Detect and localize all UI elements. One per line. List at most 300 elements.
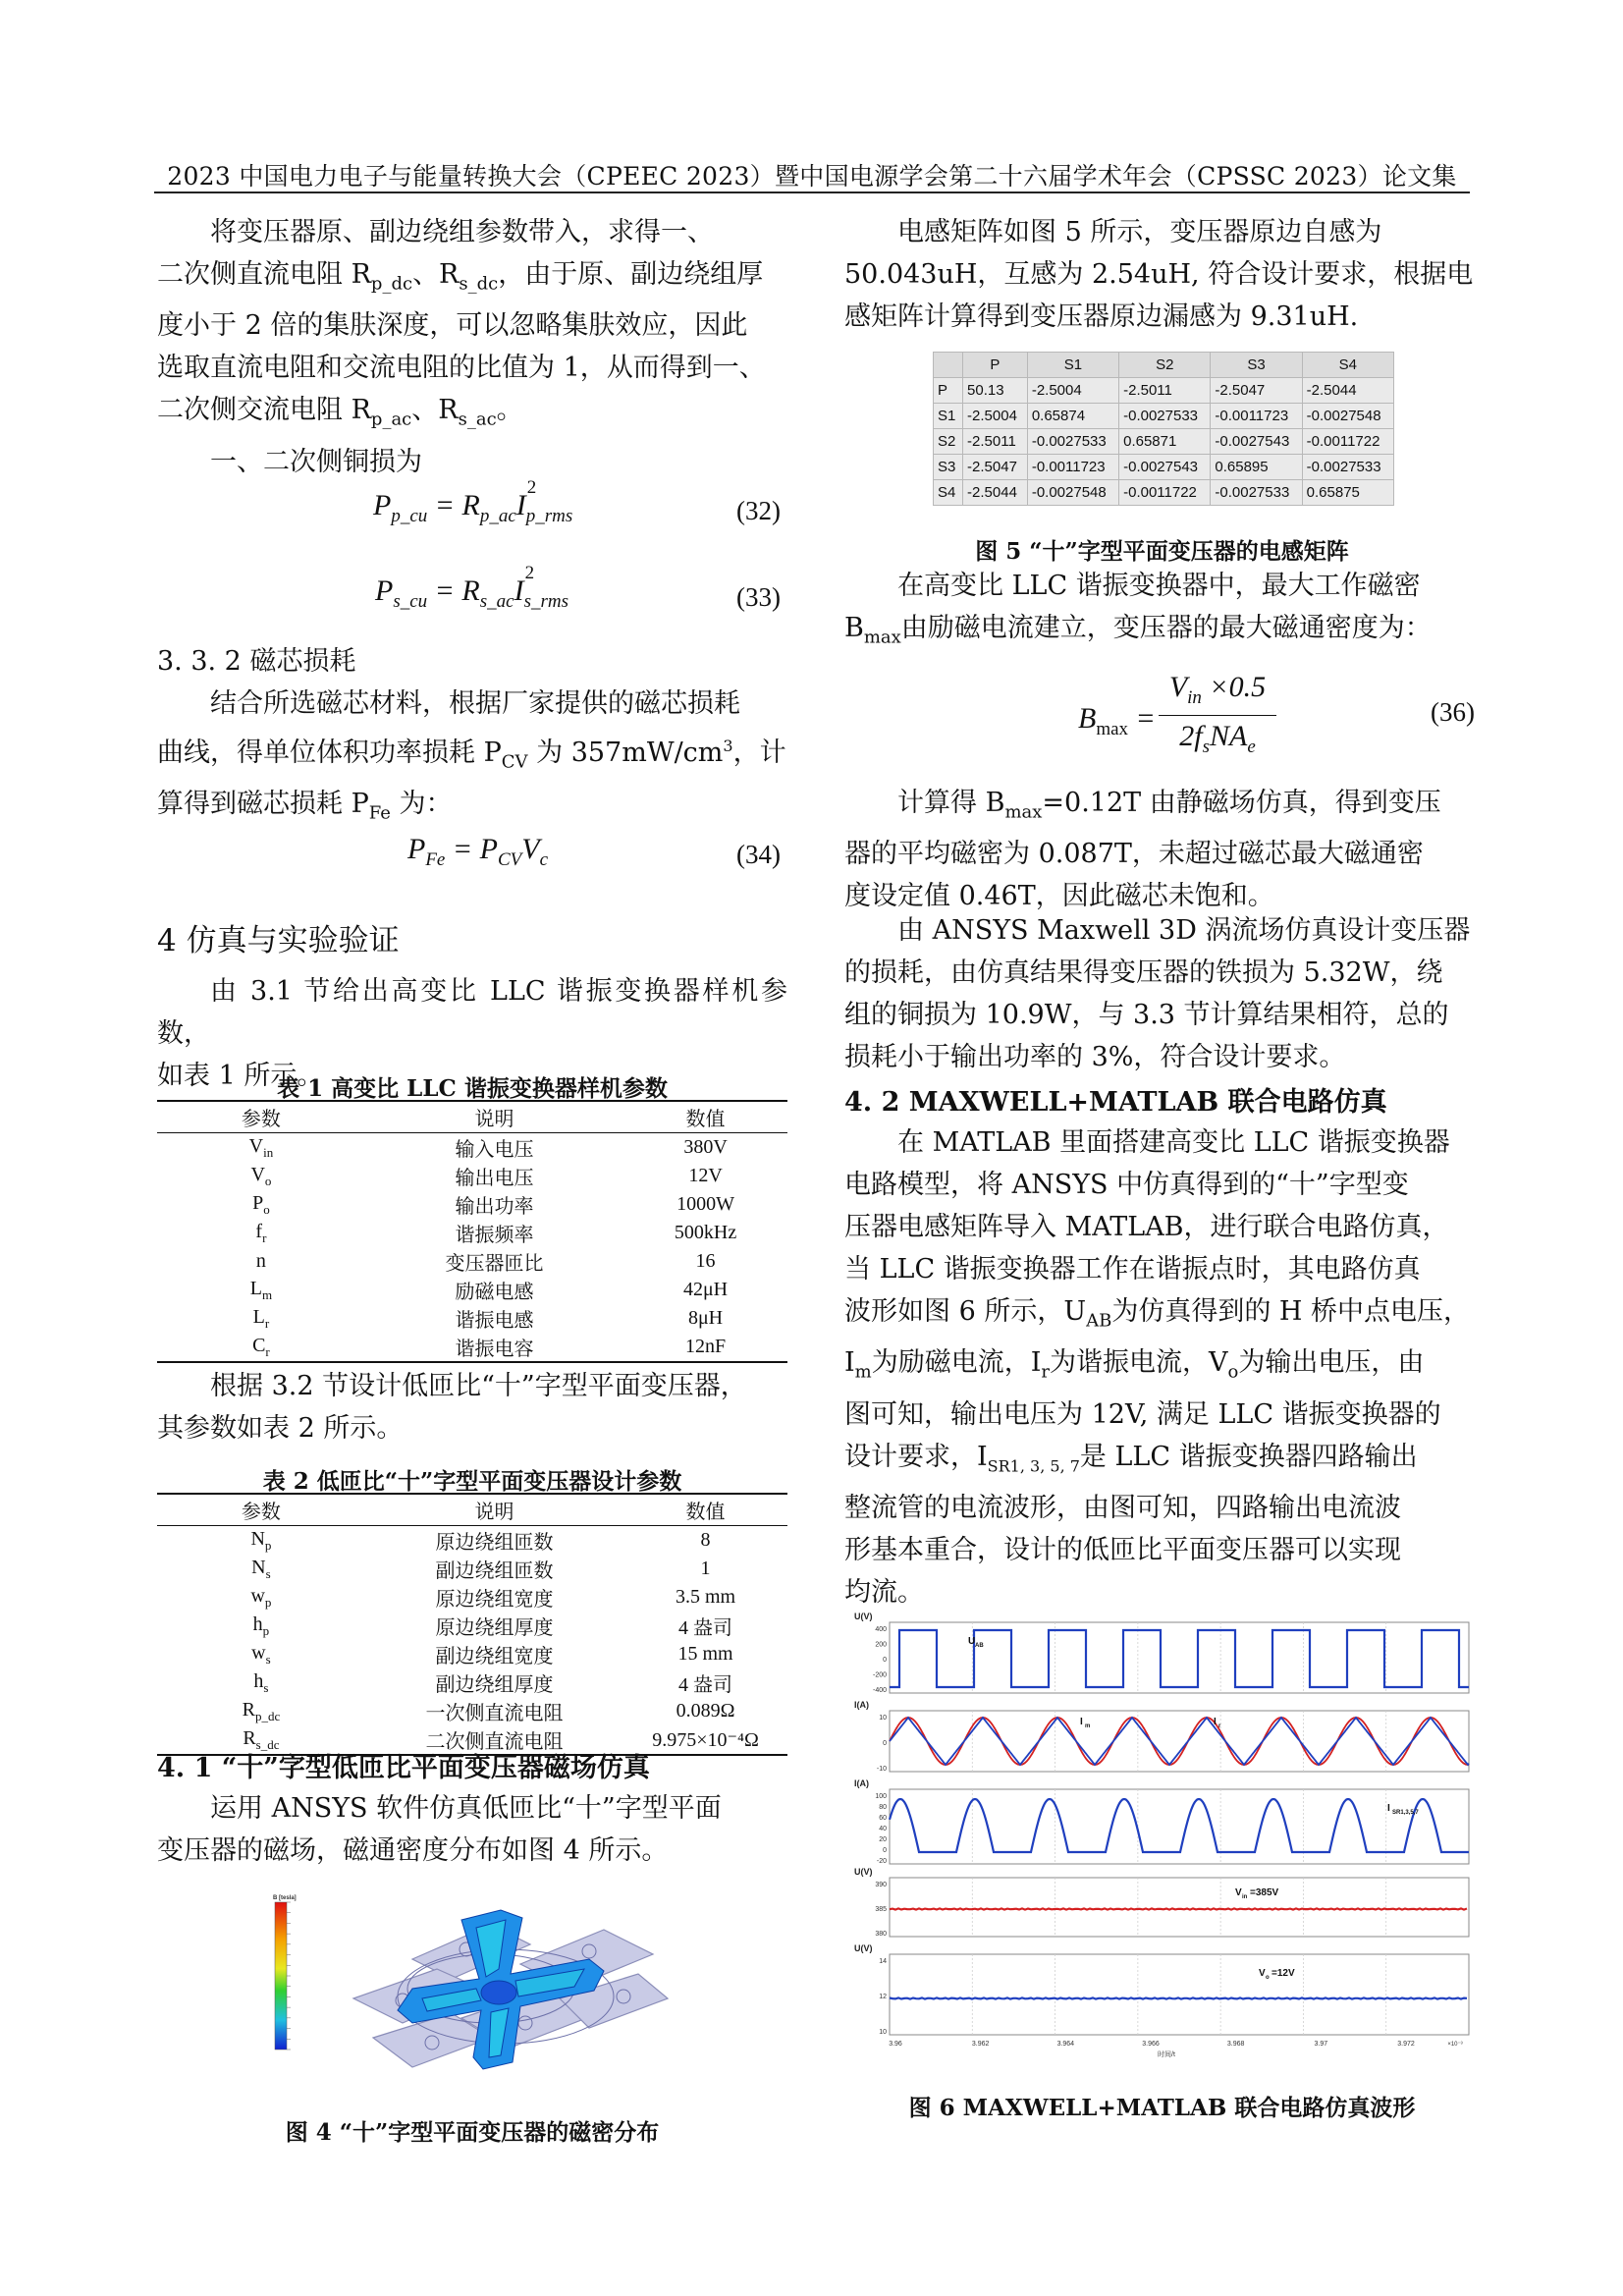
matrix-row [934, 480, 1394, 506]
table-1-col-param: 参数 [157, 1101, 365, 1133]
symbol-base: L [252, 1305, 265, 1328]
y-tick-label: -200 [872, 1671, 887, 1679]
param-description: 输出功率 [455, 1196, 534, 1218]
x-axis-label: 时间/t [1158, 2051, 1175, 2058]
symbol-subscript: r [265, 1343, 270, 1359]
right-p2-l2b: 由励磁电流建立，变压器的最大磁通密度为： [900, 613, 1432, 643]
vo-label-sub: o [1266, 1975, 1270, 1981]
y-tick-label: 100 [875, 1793, 887, 1800]
param-value: 12nF [623, 1333, 787, 1362]
param-symbol [157, 1276, 365, 1304]
table-row [157, 1219, 787, 1247]
plot-panel [890, 1878, 1469, 1937]
isr-label-sub: SR1,3,5,7 [1392, 1810, 1419, 1816]
right-p3-l1b: =0.12T 由静磁场仿真，得到变压 [1042, 788, 1441, 818]
table-2-header-row [157, 1494, 787, 1526]
symbol-base: h [252, 1613, 263, 1635]
fig4-legend-title: B [tesla] [273, 1895, 297, 1901]
matrix-cell: -0.0011723 [1027, 455, 1118, 480]
matrix-cell: S3 [1211, 353, 1302, 378]
matrix-cell: -2.5004 [1027, 378, 1118, 404]
param-description: 谐振电感 [455, 1310, 534, 1332]
param-symbol [157, 1555, 365, 1583]
y-tick-label: 0 [883, 1847, 887, 1854]
param-symbol [157, 1612, 365, 1640]
symbol-base: V [248, 1134, 264, 1157]
y-tick-label: -10 [876, 1766, 887, 1773]
table-row [157, 1162, 787, 1190]
right-p5-l6d: 为输出电压，由 [1238, 1347, 1425, 1379]
param-description: 输入电压 [455, 1139, 534, 1161]
y-tick-label: 60 [879, 1815, 887, 1822]
equation-36: $B_{max}$ = $V_{in} \times 0.5$ $2f_sNA_e$ [1078, 671, 1304, 765]
figure-4-caption: 图 4 “十”字型平面变压器的磁密分布 [285, 2119, 660, 2146]
right-p5-l8b: 是 LLC 谐振变换器四路输出 [1079, 1441, 1418, 1472]
right-p5-line1: 在 MATLAB 里面搭建高变比 LLC 谐振变换器 [897, 1127, 1450, 1158]
y-axis-label: I(A) [854, 1778, 869, 1788]
param-symbol [157, 1133, 365, 1163]
table-row [157, 1133, 787, 1163]
right-p3-line2: 器的平均磁密为 0.087T，未超过磁芯最大磁通密 [844, 839, 1424, 870]
table-1-col-desc: 说明 [365, 1101, 623, 1133]
param-symbol [157, 1162, 365, 1190]
right-p5-l6a: I [844, 1347, 855, 1379]
isr-label: I [1387, 1803, 1390, 1814]
right-p4-line2: 的损耗，由仿真结果得变压器的铁损为 5.32W，绕 [844, 957, 1443, 988]
symbol-base: w [251, 1641, 266, 1664]
right-p4-line3: 组的铜损为 10.9W，与 3.3 节计算结果相符，总的 [844, 1000, 1449, 1030]
param-description: 变压器匝比 [445, 1253, 544, 1275]
symbol-base: h [253, 1669, 264, 1692]
param-value: 1 [700, 1558, 711, 1579]
matrix-cell: -0.0027533 [1119, 404, 1211, 429]
param-value: 4 盎司 [678, 1617, 733, 1639]
right-p2-l2a: B [844, 613, 864, 643]
right-p1-line2: 50.043uH，互感为 2.54uH, 符合设计要求，根据电 [844, 259, 1474, 290]
ir-label-sub: r [1218, 1723, 1221, 1729]
right-p5-sub-ir: r [1041, 1361, 1051, 1383]
equation-36-number: (36) [1431, 697, 1475, 727]
matrix-row [934, 404, 1394, 429]
matrix-cell: 0.65871 [1119, 429, 1211, 455]
x-tick-label: 3.97 [1314, 2041, 1328, 2048]
param-description: 一次侧直流电阻 [425, 1703, 564, 1724]
table-1-header-row [157, 1101, 787, 1133]
right-p5-line6 [844, 1341, 1480, 1393]
symbol-subscript: s [265, 1565, 271, 1581]
param-description: 谐振电容 [365, 1333, 623, 1362]
right-para-2 [844, 565, 1480, 658]
y-tick-label: -400 [872, 1687, 887, 1694]
equation-34: $P_{Fe} = P_{CV}V_c$ [407, 833, 548, 870]
vo-label: V [1259, 1968, 1266, 1979]
x-tick-label: 3.968 [1226, 2041, 1245, 2048]
left-p3-l3-sub: Fe [368, 802, 391, 824]
symbol-subscript: p [262, 1622, 270, 1638]
left-p1-l5-mid: 、R [411, 395, 459, 426]
matrix-cell: -0.0027533 [1211, 480, 1302, 506]
matrix-cell: 0.65895 [1211, 455, 1302, 480]
left-p6-line2: 变压器的磁场，磁通密度分布如图 4 所示。 [157, 1835, 669, 1866]
left-p1-line3: 度小于 2 倍的集肤深度，可以忽略集肤效应，因此 [157, 310, 748, 342]
matrix-row [934, 429, 1394, 455]
x-tick-label: 3.96 [889, 2041, 902, 2048]
left-p3-line3 [157, 783, 787, 834]
param-symbol [157, 1219, 365, 1247]
table-row [157, 1555, 787, 1583]
y-tick-label: 200 [875, 1641, 887, 1649]
im-label-sub: m [1085, 1723, 1091, 1729]
param-symbol [157, 1247, 365, 1276]
table-row [157, 1526, 787, 1556]
y-tick-label: 14 [879, 1958, 887, 1965]
right-para-1 [844, 211, 1480, 338]
table-row [157, 1640, 787, 1668]
left-p3-l3-end: 为： [390, 789, 453, 820]
table-1-caption: 表 1 高变比 LLC 谐振变换器样机参数 [277, 1075, 668, 1102]
left-p1-line5 [157, 389, 787, 440]
right-p5-line7: 图可知，输出电压为 12V, 满足 LLC 谐振变换器的 [844, 1398, 1441, 1430]
param-description: 二次侧直流电阻 [365, 1725, 623, 1755]
y-tick-label: 10 [879, 2029, 887, 2036]
right-para-4 [844, 909, 1480, 1078]
matrix-cell: -0.0027543 [1119, 455, 1211, 480]
matrix-cell: -2.5047 [1211, 378, 1302, 404]
right-p1-line1: 电感矩阵如图 5 所示，变压器原边自感为 [897, 217, 1382, 247]
param-value: 9.975×10⁻⁴Ω [623, 1725, 787, 1755]
matrix-cell: S3 [934, 455, 963, 480]
right-p5-line11: 均流。 [844, 1577, 924, 1609]
left-p3-l2-sup: 3 [723, 737, 733, 755]
matrix-cell: S1 [934, 404, 963, 429]
right-p4-line4: 损耗小于输出功率的 3%，符合设计要求。 [844, 1042, 1346, 1072]
section-4-heading: 4 仿真与实验验证 [157, 923, 400, 958]
param-value: 0.089Ω [676, 1700, 735, 1722]
table-1 [157, 1100, 787, 1363]
right-p2-sub: max [863, 627, 901, 648]
symbol-subscript: m [261, 1286, 273, 1302]
table-row [157, 1276, 787, 1304]
equation-33: $P_{s\_cu} = R_{s\_ac}I$ 2 $_{s\_rms}$ [375, 563, 568, 612]
y-tick-label: 390 [875, 1882, 887, 1888]
left-para-6 [157, 1787, 787, 1872]
symbol-base: N [251, 1556, 266, 1578]
symbol-subscript: p [264, 1594, 272, 1610]
symbol-base: V [250, 1163, 265, 1185]
right-p5-line4: 当 LLC 谐振变换器工作在谐振点时，其电路仿真 [844, 1254, 1421, 1285]
matrix-cell: 0.65874 [1027, 404, 1118, 429]
param-value: 8μH [687, 1307, 724, 1329]
param-value: 8 [700, 1529, 711, 1551]
param-value: 15 mm [677, 1643, 733, 1665]
right-p5-sub-isr: SR1, 3, 5, 7 [987, 1456, 1080, 1476]
right-p5-line3: 压器电感矩阵导入 MATLAB，进行联合电路仿真， [844, 1212, 1449, 1242]
left-p1-line2 [157, 253, 787, 304]
symbol-subscript: s_dc [255, 1736, 280, 1752]
left-p1-l5-sub2: s_ac [458, 409, 497, 430]
right-p5-sub-uab: AB [1086, 1310, 1112, 1332]
vin-label-value: =385V [1250, 1887, 1279, 1898]
left-p1-l2-sub2: s_dc [459, 273, 499, 295]
param-value: 16 [695, 1250, 716, 1272]
matrix-cell: S4 [1302, 353, 1393, 378]
y-tick-label: 380 [875, 1931, 887, 1938]
table-2-col-param: 参数 [157, 1494, 365, 1526]
right-p4-line1: 由 ANSYS Maxwell 3D 涡流场仿真设计变压器 [897, 915, 1471, 946]
symbol-subscript: p [264, 1537, 272, 1553]
left-para-3 [157, 683, 787, 835]
equation-33-number: (33) [736, 582, 781, 612]
table-row [157, 1304, 787, 1333]
equation-32: $P_{p\_cu} = R_{p\_ac}I$ 2 $_{p\_rms}$ [373, 477, 573, 526]
left-p1-line4: 选取直流电阻和交流电阻的比值为 1，从而得到一、 [157, 353, 766, 384]
param-symbol [157, 1697, 365, 1725]
matrix-cell: -0.0011722 [1119, 480, 1211, 506]
matrix-cell: -0.0027548 [1302, 404, 1393, 429]
matrix-cell: S4 [934, 480, 963, 506]
param-description: 原边绕组宽度 [435, 1589, 554, 1611]
left-p1-l5a: 二次侧交流电阻 R [157, 395, 371, 426]
right-p5-l8a: 设计要求，I [844, 1441, 988, 1472]
y-tick-label: 20 [879, 1836, 887, 1843]
plot-panel [890, 1622, 1469, 1693]
right-p2-line1: 在高变比 LLC 谐振变换器中，最大工作磁密 [897, 571, 1421, 601]
param-value: 3.5 mm [675, 1586, 736, 1608]
symbol-subscript: s [263, 1679, 269, 1695]
param-description: 副边绕组宽度 [435, 1646, 554, 1667]
right-para-3 [844, 782, 1480, 917]
figure-4-image [265, 1890, 687, 2102]
param-description: 原边绕组厚度 [435, 1617, 554, 1639]
right-p5-line8 [844, 1436, 1480, 1487]
matrix-cell: -0.0027533 [1027, 429, 1118, 455]
table-row [157, 1583, 787, 1612]
param-symbol [157, 1333, 365, 1362]
symbol-subscript: in [263, 1144, 274, 1160]
table-1-col-value: 数值 [623, 1101, 787, 1133]
param-symbol [157, 1304, 365, 1333]
param-value: 42μH [682, 1279, 729, 1300]
matrix-cell: -2.5011 [963, 429, 1028, 455]
right-p5-line10: 形基本重合，设计的低匝比平面变压器可以实现 [844, 1535, 1401, 1566]
table-row [157, 1190, 787, 1219]
right-p5-l6c: 为谐振电流，V [1050, 1347, 1228, 1379]
left-p1-l5-sub1: p_ac [370, 409, 412, 430]
table-2-col-desc: 说明 [365, 1494, 623, 1526]
param-symbol [157, 1526, 365, 1556]
uab-label: U [968, 1636, 976, 1647]
matrix-cell: -2.5044 [963, 480, 1028, 506]
plot-panel [890, 1954, 1469, 2035]
left-p1-l2-sub1: p_dc [370, 273, 413, 295]
x-tick-label: 3.964 [1056, 2041, 1075, 2048]
y-tick-label: 385 [875, 1906, 887, 1913]
matrix-cell: -2.5004 [963, 404, 1028, 429]
right-p5-sub-vo: o [1227, 1361, 1239, 1383]
matrix-cell: -2.5011 [1119, 378, 1211, 404]
vin-label: V [1235, 1887, 1242, 1898]
symbol-subscript: s [265, 1651, 271, 1667]
param-value: 12V [688, 1165, 723, 1186]
symbol-base: f [255, 1220, 263, 1242]
left-para-1 [157, 211, 787, 483]
matrix-cell: -0.0011722 [1302, 429, 1393, 455]
right-p3-sub: max [1004, 801, 1043, 823]
right-p5-line5 [844, 1290, 1480, 1341]
figure-6-caption: 图 6 MAXWELL+MATLAB 联合电路仿真波形 [908, 2095, 1416, 2121]
table-2 [157, 1493, 787, 1756]
symbol-base: n [255, 1250, 266, 1272]
x-tick-label: 3.962 [971, 2041, 990, 2048]
table-2-col-value: 数值 [623, 1494, 787, 1526]
left-p5-line1: 根据 3.2 节设计低匝比“十”字型平面变压器， [210, 1371, 747, 1401]
right-p1-line3: 感矩阵计算得到变压器原边漏感为 9.31uH. [844, 301, 1359, 332]
right-p5-l6b: 为励磁电流，I [871, 1347, 1042, 1379]
param-description: 副边绕组厚度 [435, 1674, 554, 1696]
symbol-subscript: o [263, 1201, 270, 1217]
table-row [157, 1697, 787, 1725]
param-description: 谐振频率 [455, 1225, 534, 1246]
param-symbol [157, 1190, 365, 1219]
param-symbol [157, 1583, 365, 1612]
figure-5-caption: 图 5 “十”字型平面变压器的电感矩阵 [975, 538, 1349, 565]
symbol-base: C [252, 1334, 266, 1356]
matrix-row [934, 455, 1394, 480]
matrix-cell: S2 [1119, 353, 1211, 378]
matrix-row [934, 378, 1394, 404]
y-axis-label: U(V) [854, 1867, 873, 1877]
right-p5-l5a: 波形如图 6 所示，U [844, 1296, 1087, 1327]
param-value: 380V [683, 1136, 728, 1158]
matrix-cell: 0.65875 [1302, 480, 1393, 506]
right-para-5 [844, 1121, 1480, 1613]
y-axis-label: U(V) [854, 1943, 873, 1953]
color-legend [275, 1902, 291, 2050]
param-value: 1000W [676, 1193, 734, 1215]
equation-32-number: (32) [736, 496, 781, 525]
matrix-cell [934, 353, 963, 378]
vin-label-sub: in [1242, 1894, 1248, 1900]
matrix-cell: 50.13 [963, 378, 1028, 404]
x-tick-label: 3.966 [1142, 2041, 1160, 2048]
matrix-cell: -0.0027533 [1302, 455, 1393, 480]
symbol-base: w [250, 1584, 265, 1607]
y-tick-label: 0 [883, 1657, 887, 1664]
right-p3-line3: 度设定值 0.46T，因此磁芯未饱和。 [844, 881, 1274, 912]
symbol-subscript: r [262, 1230, 267, 1245]
y-tick-label: 80 [879, 1804, 887, 1811]
table-row [157, 1247, 787, 1276]
matrix-cell: P [934, 378, 963, 404]
figure-6-waveforms [852, 1611, 1481, 2072]
param-description: 输出电压 [455, 1168, 534, 1189]
param-description: 副边绕组匝数 [435, 1560, 554, 1582]
table-row [157, 1612, 787, 1640]
symbol-base: R [242, 1698, 255, 1721]
left-p3-l2a: 曲线，得单位体积功率损耗 P [157, 738, 502, 768]
section-4-1-heading: 4. 1 “十”字型低匝比平面变压器磁场仿真 [157, 1753, 650, 1783]
matrix-cell: S2 [934, 429, 963, 455]
left-p3-l2-tail: ，计 [732, 738, 786, 768]
left-p3-l2-end: 为 357mW/cm [527, 738, 724, 768]
param-value: 4 盎司 [678, 1674, 733, 1696]
symbol-subscript: r [264, 1315, 270, 1331]
x-axis-exponent: ×10⁻³ [1447, 2042, 1463, 2048]
symbol-base: L [249, 1277, 262, 1299]
y-tick-label: 0 [883, 1740, 887, 1747]
table-row [157, 1668, 787, 1697]
right-p3-line1 [844, 782, 1480, 833]
y-axis-label: I(A) [854, 1700, 869, 1710]
left-para-5 [157, 1365, 787, 1449]
left-p5-line2: 其参数如表 2 所示。 [157, 1413, 404, 1444]
left-p1-line1: 将变压器原、副边绕组参数带入，求得一、 [210, 217, 714, 247]
param-symbol [157, 1640, 365, 1668]
right-p5-sub-im: m [854, 1361, 872, 1383]
left-p3-l3a: 算得到磁芯损耗 P [157, 789, 369, 820]
equation-34-number: (34) [736, 840, 781, 869]
ir-label: I [1214, 1717, 1217, 1727]
y-axis-label: U(V) [854, 1612, 873, 1621]
left-p3-line1: 结合所选磁芯材料，根据厂家提供的磁芯损耗 [210, 688, 740, 719]
symbol-subscript: o [264, 1173, 272, 1188]
matrix-cell: -2.5047 [963, 455, 1028, 480]
y-tick-label: -20 [876, 1858, 887, 1865]
table-row [157, 1333, 787, 1362]
y-tick-label: 10 [879, 1715, 887, 1722]
left-p1-l2-mid: 、R [412, 259, 460, 290]
right-p5-l5b: 为仿真得到的 H 桥中点电压， [1111, 1296, 1471, 1327]
matrix-cell: -2.5044 [1302, 378, 1393, 404]
left-p1-l2a: 二次侧直流电阻 R [157, 259, 371, 290]
section-4-2-heading: 4. 2 MAXWELL+MATLAB 联合电路仿真 [844, 1087, 1387, 1118]
left-para-2: 一、二次侧铜损为 [210, 446, 422, 477]
matrix-cell: -0.0027548 [1027, 480, 1118, 506]
figure-5-inductance-matrix [933, 352, 1394, 506]
vo-wave [890, 1997, 1467, 1998]
y-tick-label: 400 [875, 1626, 887, 1633]
left-p1-l2-end: ，由于原、副边绕组厚 [498, 259, 764, 290]
matrix-cell: S1 [1027, 353, 1118, 378]
section-3-3-2-heading: 3. 3. 2 磁芯损耗 [157, 646, 356, 677]
vin-wave [890, 1908, 1467, 1909]
uab-label-sub: AB [975, 1643, 984, 1649]
vo-label-value: =12V [1271, 1968, 1295, 1979]
symbol-base: N [250, 1527, 265, 1550]
param-description: 励磁电感 [455, 1282, 534, 1303]
right-p5-line2: 电路模型，将 ANSYS 中仿真得到的“十”字型变 [844, 1170, 1409, 1200]
left-p3-line2 [157, 725, 787, 783]
im-label: I [1080, 1717, 1083, 1727]
right-p5-line9: 整流管的电流波形，由图可知，四路输出电流波 [844, 1493, 1401, 1524]
symbol-subscript: p_dc [254, 1708, 281, 1723]
running-header: 2023 中国电力电子与能量转换大会（CPEEC 2023）暨中国电源学会第二十六届学术年会（CPSSC 2023）论文集 [167, 162, 1457, 191]
matrix-header-row [934, 353, 1394, 378]
left-p1-l5-end: 。 [496, 395, 523, 426]
param-symbol [157, 1668, 365, 1697]
param-description: 原边绕组匝数 [435, 1532, 554, 1554]
matrix-cell: -0.0011723 [1211, 404, 1302, 429]
y-tick-label: 12 [879, 1994, 887, 2000]
symbol-base: P [252, 1191, 264, 1214]
left-p6-line1: 运用 ANSYS 软件仿真低匝比“十”字型平面 [210, 1793, 722, 1824]
right-p3-l1a: 计算得 B [897, 788, 1005, 818]
matrix-cell: P [963, 353, 1028, 378]
right-p2-line2 [844, 607, 1480, 658]
param-value: 500kHz [674, 1222, 737, 1243]
left-p4-line2: 如表 1 所示。 [157, 1061, 324, 1091]
matrix-cell: -0.0027543 [1211, 429, 1302, 455]
